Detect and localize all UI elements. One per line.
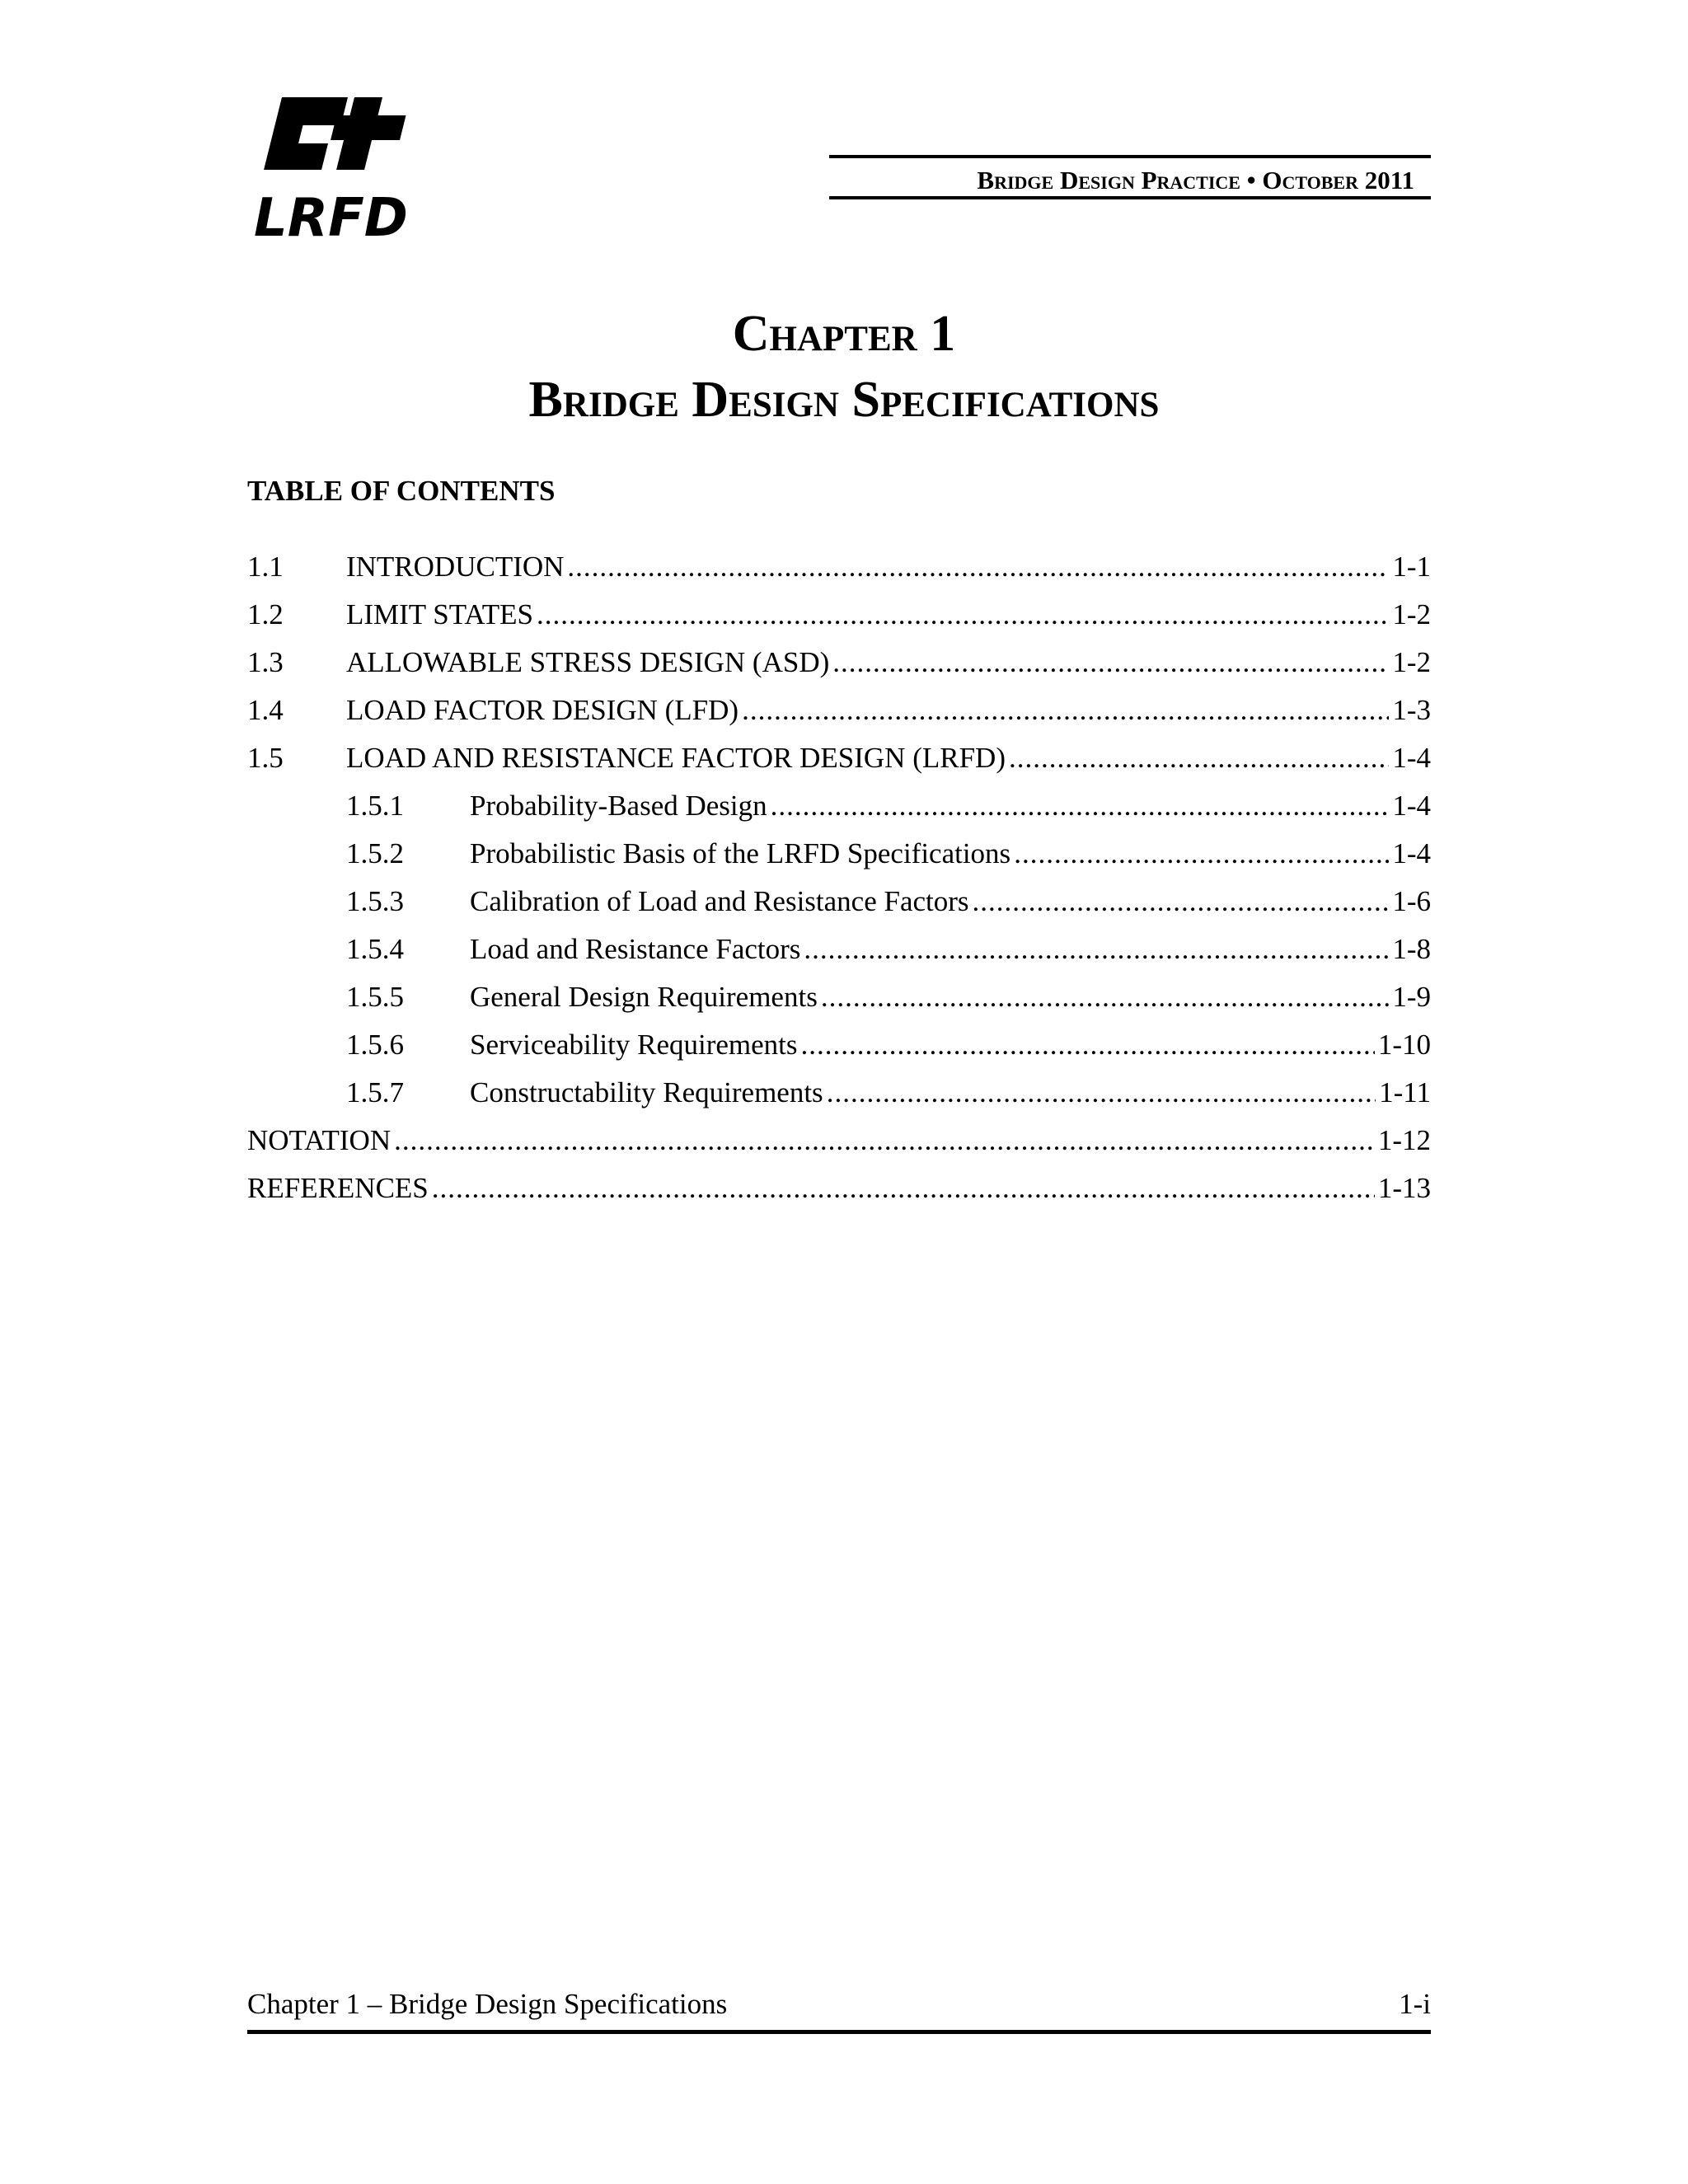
footer-page-number: 1-i (1399, 1988, 1431, 2020)
toc-entry-title: Probability-Based Design (470, 790, 767, 822)
dot-leader (742, 694, 1389, 727)
toc-entry[interactable] (247, 694, 1431, 735)
toc-entry-title: LIMIT STATES (346, 598, 533, 630)
toc-entry-title: Load and Resistance Factors (470, 933, 801, 965)
toc-subentry[interactable] (346, 885, 1431, 926)
footer-rule (247, 2030, 1431, 2034)
toc-entry-page: 1-9 (1392, 981, 1431, 1013)
toc-subentry[interactable] (346, 933, 1431, 974)
ct-lrfd-logo (249, 97, 414, 250)
toc-entry-title: General Design Requirements (470, 981, 818, 1013)
toc-entry-number: 1.5.2 (346, 837, 404, 869)
dot-leader (804, 933, 1389, 966)
toc-subentry[interactable] (346, 790, 1431, 831)
toc-entry-title: Calibration of Load and Resistance Factors (470, 885, 969, 917)
ct-logo-icon (249, 97, 414, 246)
toc-entry[interactable] (247, 742, 1431, 783)
toc-subentry[interactable] (346, 981, 1431, 1022)
toc-entry-number: 1.5.6 (346, 1029, 404, 1061)
dot-leader (827, 1076, 1376, 1109)
toc-entry-page: 1-8 (1392, 933, 1431, 965)
toc-entry-number: 1.1 (247, 551, 284, 583)
toc-entry-number: 1.5.4 (346, 933, 404, 965)
toc-entry-title: REFERENCES (247, 1172, 429, 1204)
toc-entry[interactable] (247, 646, 1431, 687)
toc-entry-number: 1.3 (247, 646, 284, 678)
toc-entry-title: LOAD FACTOR DESIGN (LFD) (346, 694, 739, 726)
header-text: Bridge Design Practice • October 2011 (977, 166, 1414, 194)
toc-entry-page: 1-4 (1392, 790, 1431, 822)
toc-subentry[interactable] (346, 1029, 1431, 1070)
toc-entry-number: 1.5.7 (346, 1076, 404, 1108)
toc-entry-title: Probabilistic Basis of the LRFD Specifications (470, 837, 1011, 869)
dot-leader (394, 1124, 1375, 1157)
toc-entry-number: 1.2 (247, 598, 284, 630)
toc-entry-title: ALLOWABLE STRESS DESIGN (ASD) (346, 646, 830, 678)
toc-entry-number: 1.5.3 (346, 885, 404, 917)
toc-entry-page: 1-11 (1379, 1076, 1431, 1108)
toc-entry-title: Serviceability Requirements (470, 1029, 798, 1061)
toc-entry-number: 1.4 (247, 694, 284, 726)
toc-entry[interactable] (247, 551, 1431, 592)
chapter-number: Chapter 1 (732, 306, 956, 362)
toc-entry-title: Constructability Requirements (470, 1076, 823, 1108)
dot-leader (821, 981, 1390, 1014)
dot-leader (432, 1172, 1375, 1205)
toc-entry-number: 1.5.1 (346, 790, 404, 822)
toc-entry-page: 1-10 (1377, 1029, 1431, 1061)
running-header (829, 155, 1431, 199)
toc-entry-page: 1-1 (1392, 551, 1431, 583)
dot-leader (537, 598, 1389, 631)
toc-entry-page: 1-12 (1377, 1124, 1431, 1156)
dot-leader (973, 885, 1390, 918)
dot-leader (567, 551, 1389, 583)
toc-entry-number: 1.5.5 (346, 981, 404, 1013)
dot-leader (832, 646, 1389, 679)
toc-entry[interactable] (247, 598, 1431, 640)
toc-entry[interactable] (247, 1124, 1431, 1165)
logo-text: LRFD (254, 188, 408, 246)
toc-subentry[interactable] (346, 1076, 1431, 1118)
toc-entry-title: NOTATION (247, 1124, 392, 1156)
dot-leader (771, 790, 1390, 823)
toc-heading: TABLE OF CONTENTS (247, 475, 556, 507)
toc-entry-page: 1-2 (1392, 646, 1431, 678)
dot-leader (1009, 742, 1389, 775)
toc-entry-page: 1-2 (1392, 598, 1431, 630)
footer-chapter-title: Chapter 1 – Bridge Design Specifications (247, 1988, 728, 2020)
toc-entry[interactable] (247, 1172, 1431, 1213)
chapter-title: Bridge Design Specifications (528, 372, 1160, 428)
dot-leader (1014, 837, 1389, 870)
toc-entry-page: 1-4 (1392, 837, 1431, 869)
toc-entry-page: 1-4 (1392, 742, 1431, 774)
toc-entry-title: LOAD AND RESISTANCE FACTOR DESIGN (LRFD) (346, 742, 1006, 774)
toc-entry-title: INTRODUCTION (346, 551, 565, 583)
toc-entry-page: 1-6 (1392, 885, 1431, 917)
toc-subentry[interactable] (346, 837, 1431, 879)
toc-entry-number: 1.5 (247, 742, 284, 774)
toc-entry-page: 1-13 (1377, 1172, 1431, 1204)
dot-leader (801, 1029, 1375, 1062)
toc-entry-page: 1-3 (1392, 694, 1431, 726)
